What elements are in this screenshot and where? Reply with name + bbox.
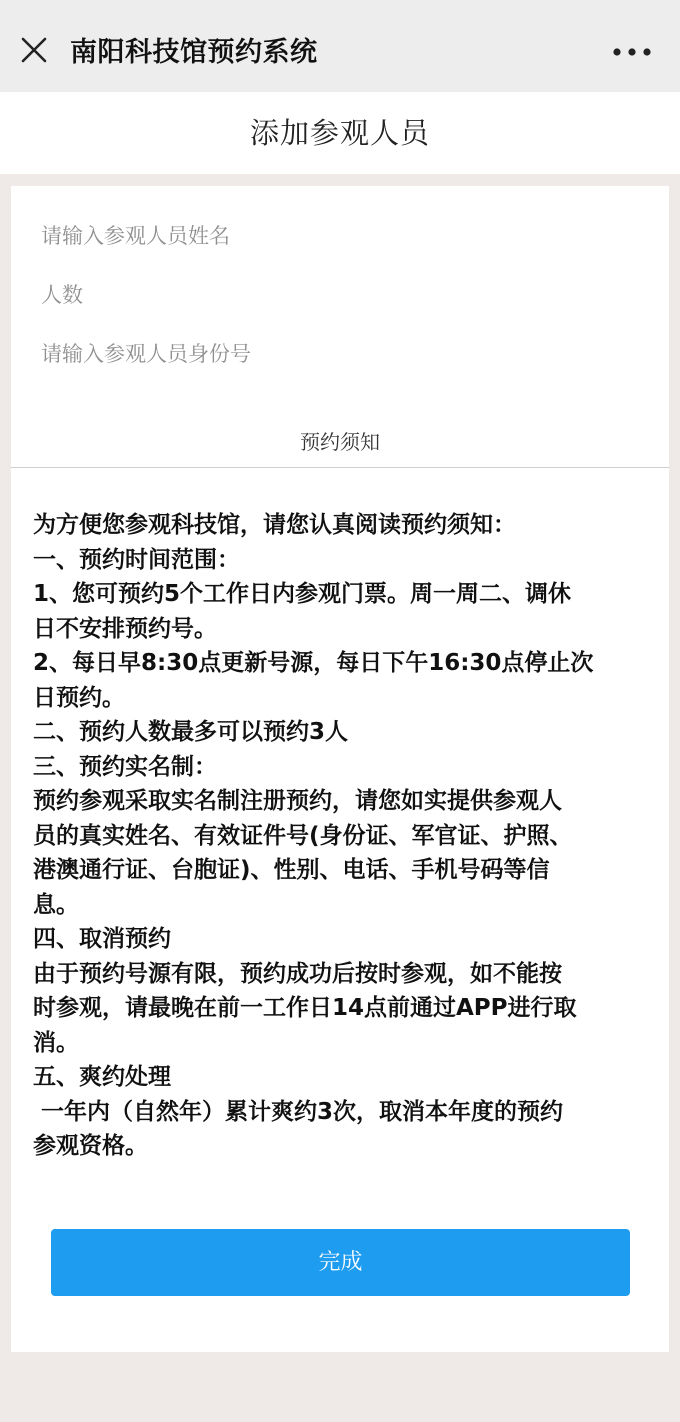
done-button[interactable]: 完成 (51, 1229, 630, 1296)
notice-line: 一、预约时间范围： (33, 546, 240, 573)
notice-line: 五、爽约处理 (33, 1064, 171, 1090)
notice-line: 港澳通行证、台胞证)、性别、电话、手机号码等信 (33, 857, 550, 883)
count-input[interactable]: 人数 (41, 283, 83, 307)
id-number-input[interactable]: 请输入参观人员身份号 (41, 342, 251, 366)
page-title: 添加参观人员 (249, 116, 430, 150)
notice-line: 参观资格。 (33, 1133, 148, 1159)
notice-line: 四、取消预约 (33, 926, 171, 952)
notice-line: 息。 (33, 891, 79, 918)
divider (11, 467, 669, 468)
notice-line: 日预约。 (33, 684, 125, 711)
notice-line: 预约参观采取实名制注册预约，请您如实提供参观人 (33, 788, 562, 814)
notice-line: 一年内（自然年）累计爽约3次，取消本年度的预约 (33, 1098, 564, 1125)
notice-line: 员的真实姓名、有效证件号(身份证、军官证、护照、 (33, 822, 573, 849)
notice-line: 2、每日早8:30点更新号源，每日下午16:30点停止次 (33, 650, 594, 676)
app-title: 南阳科技馆预约系统 (70, 37, 318, 68)
title-bar (0, 0, 680, 92)
notice-line: 三、预约实名制： (33, 753, 217, 780)
notice-line: 1、您可预约5个工作日内参观门票。周一周二、调休 (33, 581, 572, 607)
close-icon[interactable] (20, 36, 48, 64)
more-dots-icon[interactable] (612, 47, 652, 57)
name-input[interactable]: 请输入参观人员姓名 (41, 224, 230, 248)
notice-text (33, 508, 659, 1164)
notice-line: 消。 (33, 1029, 79, 1056)
notice-line: 为方便您参观科技馆，请您认真阅读预约须知： (33, 512, 516, 538)
form-card (11, 186, 669, 1352)
notice-title: 预约须知 (300, 430, 380, 454)
page-header (0, 92, 680, 174)
notice-line: 时参观，请最晚在前一工作日14点前通过APP进行取 (33, 995, 577, 1021)
notice-line: 日不安排预约号。 (33, 615, 217, 642)
notice-line: 由于预约号源有限，预约成功后按时参观，如不能按 (33, 960, 562, 987)
notice-line: 二、预约人数最多可以预约3人 (33, 719, 349, 745)
